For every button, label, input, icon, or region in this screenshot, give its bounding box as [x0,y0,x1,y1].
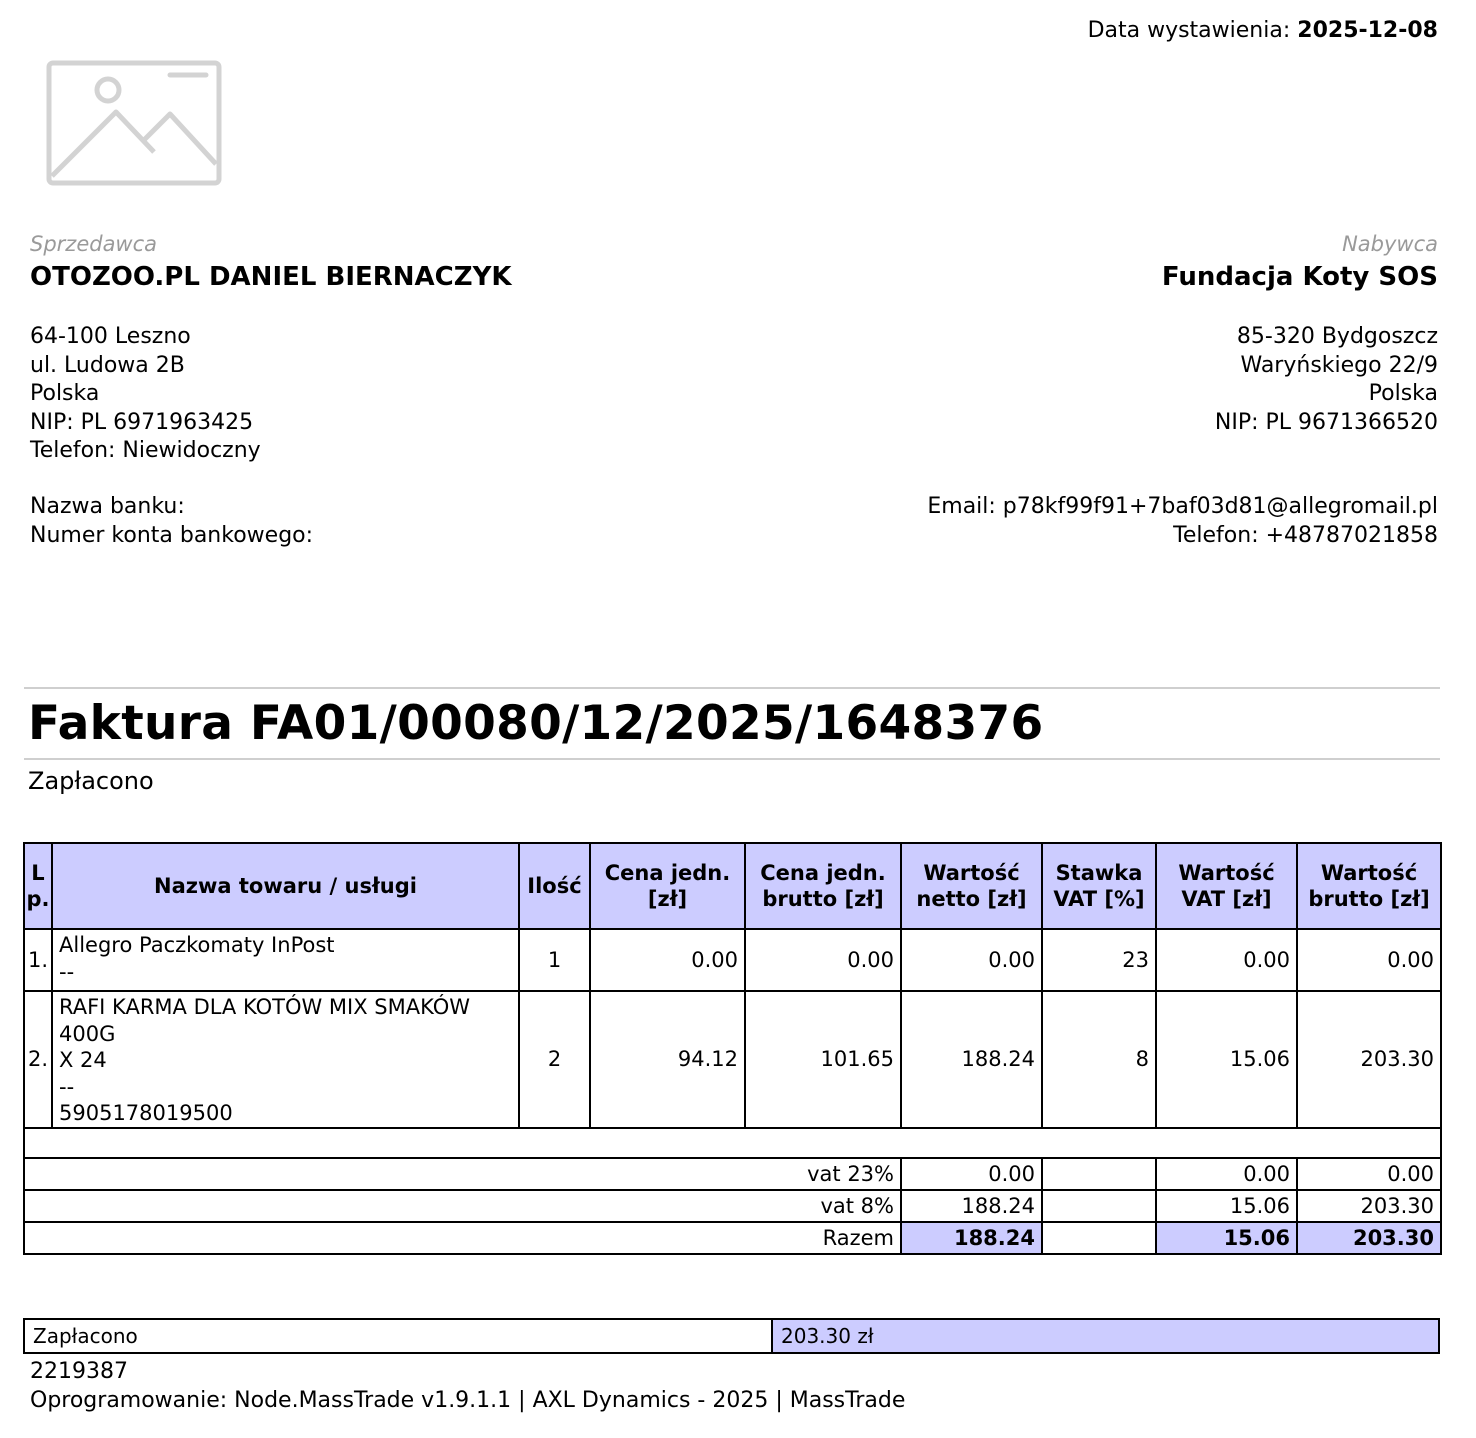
footer [30,1357,905,1415]
item-ean: 5905178019500 [59,1101,233,1125]
summary-label: Razem [24,1222,901,1254]
summary-row-total [24,1222,1441,1254]
image-placeholder-icon [46,60,222,186]
row-unit-gross: 101.65 [745,991,901,1128]
summary-label: vat 8% [24,1190,901,1222]
summary-gross: 0.00 [1297,1158,1441,1190]
buyer-email: Email: p78kf99f91+7baf03d81@allegromail.pl [927,494,1438,519]
total-vat: 15.06 [1156,1222,1297,1254]
table-spacer-row [24,1128,1441,1158]
payment-status: Zapłacono [28,767,154,795]
seller-bank-account: Numer konta bankowego: [30,522,314,548]
col-header-unit-gross: Cena jedn. brutto [zł] [745,843,901,929]
summary-gross: 203.30 [1297,1190,1441,1222]
row-vat-rate: 8 [1042,991,1156,1128]
row-gross-value: 0.00 [1297,929,1441,991]
seller-nip: NIP: PL 6971963425 [30,409,254,435]
table-row [24,929,1441,991]
col-header-unit-net: Cena jedn. [zł] [590,843,745,929]
payment-summary-table [23,1318,1440,1354]
table-header-row [24,843,1441,929]
footer-id: 2219387 [30,1359,128,1384]
row-unit-net: 0.00 [590,929,745,991]
item-name-line: -- [59,959,75,984]
summary-rate-empty [1042,1158,1156,1190]
col-header-net-value: Wartość netto [zł] [901,843,1042,929]
item-name-line: X 24 [59,1048,107,1072]
buyer-nip: NIP: PL 9671366520 [1214,409,1438,435]
payment-label: Zapłacono [24,1319,772,1353]
summary-label: vat 23% [24,1158,901,1190]
footer-software: Oprogramowanie: Node.MassTrade v1.9.1.1 | AXL Dynamics - 2025 | MassTrade [30,1388,906,1413]
col-header-vat-value: Wartość VAT [zł] [1156,843,1297,929]
title-rule-top [24,687,1440,689]
item-name-line: RAFI KARMA DLA KOTÓW MIX SMAKÓW 400G [59,995,471,1046]
buyer-label: Nabywca [1342,232,1438,256]
issue-date [1088,18,1438,43]
issue-date-label: Data wystawienia: [1087,18,1291,43]
summary-row-vat8 [24,1190,1441,1222]
row-unit-net: 94.12 [590,991,745,1128]
buyer-address-line: Polska [1368,381,1438,406]
row-qty: 1 [519,929,590,991]
payment-row [24,1319,1439,1353]
item-name-line: Allegro Paczkomaty InPost [59,933,335,957]
row-item-name [52,929,519,991]
summary-net: 188.24 [901,1190,1042,1222]
seller-address-line: ul. Ludowa 2B [30,352,185,378]
col-header-name: Nazwa towaru / usługi [52,843,519,929]
row-item-name [52,991,519,1128]
summary-rate-empty [1042,1190,1156,1222]
buyer-address-line: Waryńskiego 22/9 [1240,352,1438,378]
summary-row-vat23 [24,1158,1441,1190]
issue-date-value: 2025-12-08 [1297,18,1438,43]
row-vat-value: 15.06 [1156,991,1297,1128]
row-qty: 2 [519,991,590,1128]
seller-bank-name: Nazwa banku: [30,494,185,519]
row-net-value: 0.00 [901,929,1042,991]
buyer-address [1215,323,1438,437]
col-header-qty: Ilość [519,843,590,929]
total-net: 188.24 [901,1222,1042,1254]
buyer-name: Fundacja Koty SOS [1161,262,1438,292]
item-name-line: -- [59,1074,75,1099]
summary-rate-empty [1042,1222,1156,1254]
summary-vat: 15.06 [1156,1190,1297,1222]
total-gross: 203.30 [1297,1222,1441,1254]
items-table [23,842,1442,1255]
row-lp: 1. [24,929,52,991]
row-unit-gross: 0.00 [745,929,901,991]
seller-phone: Telefon: Niewidoczny [30,438,261,463]
buyer-address-line: 85-320 Bydgoszcz [1236,324,1438,349]
col-header-lp: Lp. [24,843,52,929]
row-net-value: 188.24 [901,991,1042,1128]
buyer-phone: Telefon: +48787021858 [1173,522,1438,548]
seller-address-line: 64-100 Leszno [30,324,191,349]
seller-address [30,323,261,466]
invoice-title: Faktura FA01/00080/12/2025/1648376 [28,696,1044,751]
seller-bank [30,493,313,550]
summary-net: 0.00 [901,1158,1042,1190]
row-lp: 2. [24,991,52,1128]
seller-label: Sprzedawca [30,232,158,256]
col-header-gross-value: Wartość brutto [zł] [1297,843,1441,929]
row-vat-value: 0.00 [1156,929,1297,991]
buyer-contact [927,493,1438,550]
summary-vat: 0.00 [1156,1158,1297,1190]
row-gross-value: 203.30 [1297,991,1441,1128]
spacer-cell [24,1128,1441,1158]
row-vat-rate: 23 [1042,929,1156,991]
title-rule-bottom [24,758,1440,760]
col-header-vat-rate: Stawka VAT [%] [1042,843,1156,929]
seller-name: OTOZOO.PL DANIEL BIERNACZYK [30,262,512,292]
seller-address-line: Polska [30,381,100,406]
table-row [24,991,1441,1128]
payment-amount: 203.30 zł [772,1319,1439,1353]
